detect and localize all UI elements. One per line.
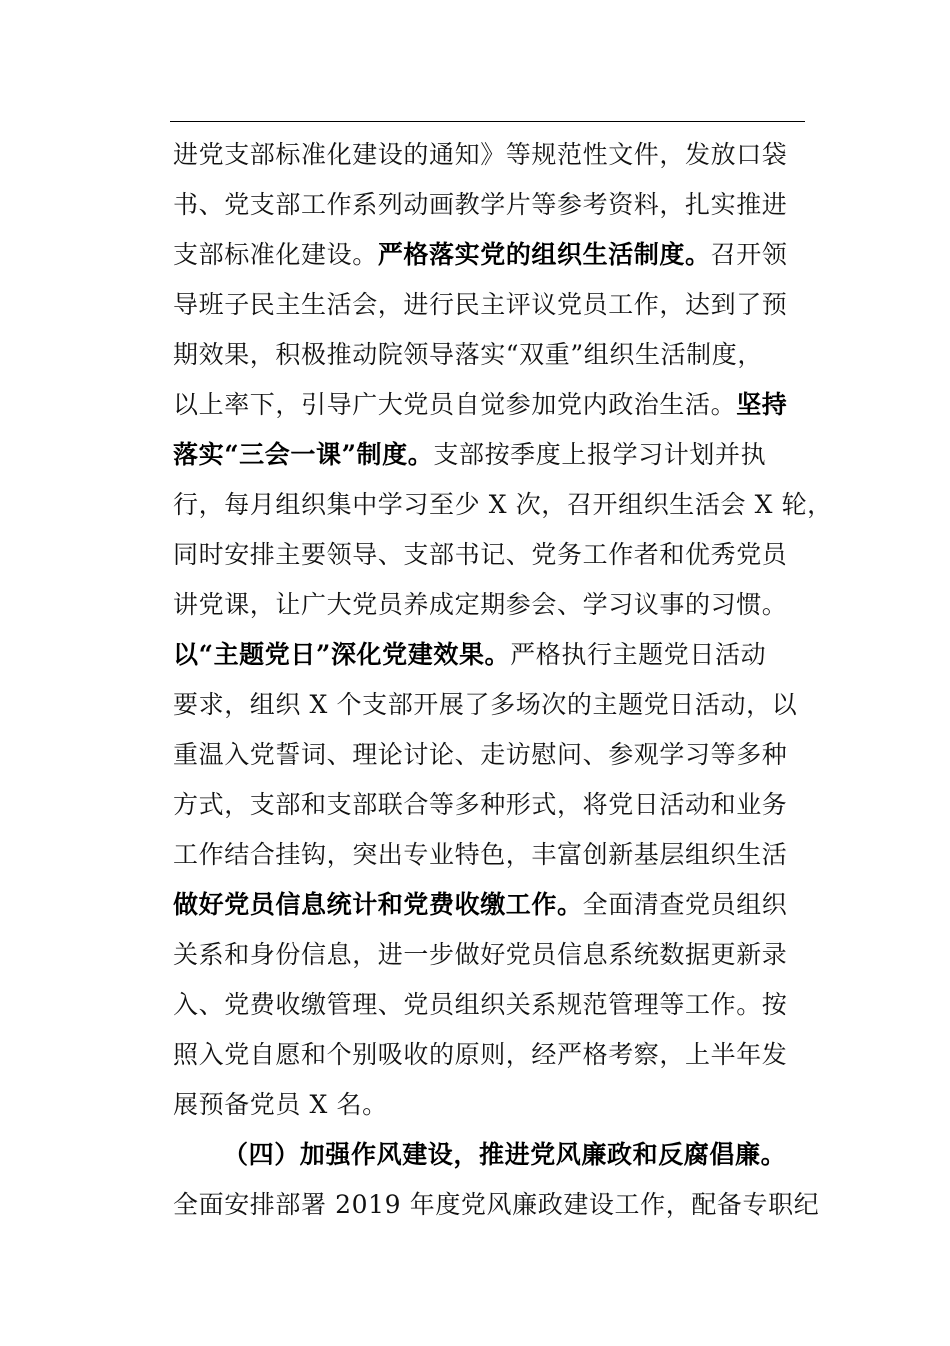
text-line: 书、党支部工作系列动画教学片等参考资料，扎实推进 [173, 190, 788, 219]
text-line: 以“主题党日”深化党建效果。严格执行主题党日活动 [173, 640, 767, 669]
bold-heading: 以“主题党日”深化党建效果。 [173, 640, 511, 669]
text-line: 同时安排主要领导、支部书记、党务工作者和优秀党员 [173, 540, 788, 569]
bold-heading: 严格落实党的组织生活制度。 [377, 240, 711, 269]
text-line: 讲党课，让广大党员养成定期参会、学习议事的习惯。 [173, 590, 788, 619]
text-line: 全面安排部署 2019 年度党风廉政建设工作，配备专职纪 [173, 1190, 820, 1219]
text-line: 期效果，积极推动院领导落实“双重”组织生活制度， [173, 340, 763, 369]
text-line: 照入党自愿和个别吸收的原则，经严格考察，上半年发 [173, 1040, 788, 1069]
text-line: 以上率下，引导广大党员自觉参加党内政治生活。坚持 [173, 390, 788, 419]
text-line: 导班子民主生活会，进行民主评议党员工作，达到了预 [173, 290, 788, 319]
text-line: 展预备党员 X 名。 [173, 1090, 388, 1119]
text-line: 入、党费收缴管理、党员组织关系规范管理等工作。按 [173, 990, 788, 1019]
text-line: 做好党员信息统计和党费收缴工作。全面清查党员组织 [173, 890, 788, 919]
text-line: 重温入党誓词、理论讨论、走访慰问、参观学习等多种 [173, 740, 788, 769]
bold-heading: 做好党员信息统计和党费收缴工作。 [173, 890, 583, 919]
bold-heading: 坚持 [736, 390, 788, 419]
section-heading: （四）加强作风建设，推进党风廉政和反腐倡廉。 [223, 1140, 787, 1169]
text-line: 落实“三会一课”制度。支部按季度上报学习计划并执 [173, 440, 767, 469]
text-line: 支部标准化建设。严格落实党的组织生活制度。召开领 [173, 240, 788, 269]
text-line: 工作结合挂钩，突出专业特色，丰富创新基层组织生活 [173, 840, 788, 869]
bold-heading: 落实“三会一课”制度。 [173, 440, 434, 469]
body-text [173, 130, 833, 1230]
header-rule [170, 121, 805, 122]
text-line: 行，每月组织集中学习至少 X 次，召开组织生活会 X 轮， [173, 490, 833, 519]
text-line: 关系和身份信息，进一步做好党员信息系统数据更新录 [173, 940, 788, 969]
text-line: 方式，支部和支部联合等多种形式，将党日活动和业务 [173, 790, 788, 819]
text-line: 进党支部标准化建设的通知》等规范性文件，发放口袋 [173, 140, 788, 169]
text-line: 要求，组织 X 个支部开展了多场次的主题党日活动，以 [173, 690, 798, 719]
